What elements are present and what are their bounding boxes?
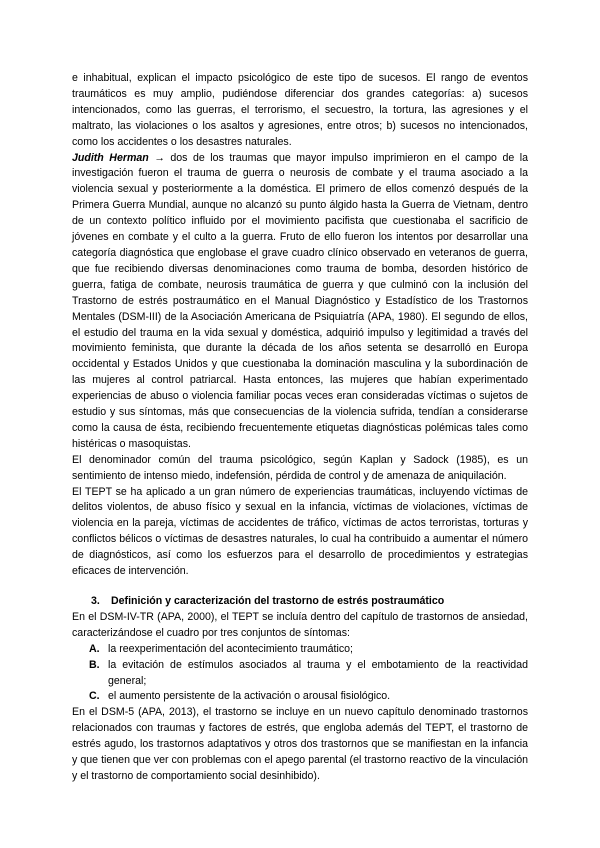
list-item-text: el aumento persistente de la activación o arousal fisiológico. (108, 690, 391, 703)
list-marker: C. (89, 690, 100, 703)
paragraph-tept-application: El TEPT se ha aplicado a un gran número de experiencias traumáticas, incluyendo víctimas de delitos violentos, de abuso físico y sexual en la infancia, víctimas de violaciones, víctimas de violencia en la pareja, víctimas de accidentes de tráfico, víctimas de actos terroristas, torturas y conflictos bélicos o víctimas de desastres naturales, lo cual ha contribuido a aumentar el número de diagnósticos, así como los esfuerzos para el desarrollo de procedimientos y estrategias eficaces de intervención. (72, 485, 528, 578)
list-item (72, 642, 528, 658)
list-item-text: la evitación de estímulos asociados al trauma y el embotamiento de la reactividad general; (108, 658, 528, 687)
list-marker: A. (89, 642, 100, 655)
symptom-list (72, 642, 528, 706)
document-page (72, 71, 528, 785)
paragraph-herman-text: → dos de los traumas que mayor impulso imprimieron en el campo de la investigación fueron el trauma de guerra o neurosis de combate y el trauma asociado a la violencia sexual y posteriormente a la doméstica. El primero de ellos comenzó después de la Primera Guerra Mundial, aunque no alcanzó su punto álgido hasta la Guerra de Vietnam, dentro de un contexto político influido por el movimiento pacifista que cuestionaba el sacrificio de jóvenes en combate y el culto a la guerra. Fruto de ello fueron los intentos por desarrollar una categoría diagnóstica que englobase el grave cuadro clínico observado en veteranos de guerra, que fue recibiendo diversas denominaciones como trauma de bomba, desorden histórico de guerra, fatiga de combate, neurosis traumática de guerra y que culminó con la inclusión del Trastorno de estrés postraumático en el Manual Diagnóstico y Estadístico de los Trastornos Mentales (DSM-III) de la Asociación Americana de Psiquiatría (APA, 1980). El segundo de ellos, el estudio del trauma en la vida sexual y doméstica, adquirió impulso y legitimidad a través del movimiento feminista, que durante la década de los años setenta se desarrolló en Europa occidental y Estados Unidos y que cuestionaba la dominación masculina y la subordinación de las mujeres al control patriarcal. Hasta entonces, las mujeres que habían experimentado experiencias de abuso o violencia familiar pocas veces eran consideradas víctimas o sujetos de estudio y sus síntomas, más que consecuencias de la violencia sufrida, tendían a considerarse como la causa de ésta, recibiendo frecuentemente etiquetas diagnósticas polémicas tales como histéricas o masoquistas. (72, 151, 528, 450)
author-name: Judith Herman (72, 151, 149, 164)
list-item (72, 689, 528, 705)
paragraph-common-denominator: El denominador común del trauma psicológico, según Kaplan y Sadock (1985), es un sentimiento de intenso miedo, indefensión, pérdida de control y de amenaza de aniquilación. (72, 453, 528, 482)
section-intro: En el DSM-IV-TR (APA, 2000), el TEPT se incluía dentro del capítulo de trastornos de ansiedad, caracterizándose el cuadro por tres conjuntos de síntomas: (72, 610, 528, 639)
list-item-text: la reexperimentación del acontecimiento traumático; (108, 642, 353, 655)
section-title: Definición y caracterización del trastorno de estrés postraumático (111, 595, 445, 607)
paragraph-judith-herman (72, 151, 528, 453)
list-item (72, 658, 528, 690)
paragraph-trauma-categories: e inhabitual, explican el impacto psicológico de este tipo de sucesos. El rango de eventos traumáticos es muy amplio, pudiéndose diferenciar dos grandes categorías: a) sucesos intencionados, como las guerras, el terrorismo, el secuestro, la tortura, las agresiones y el maltrato, las violaciones o los asaltos y agresiones, entre otros; b) sucesos no intencionados, como los accidentes o los desastres naturales. (72, 72, 528, 148)
list-marker: B. (89, 658, 100, 671)
section-number: 3. (91, 595, 100, 607)
section-heading (72, 594, 528, 610)
paragraph-dsm5: En el DSM-5 (APA, 2013), el trastorno se incluye en un nuevo capítulo denominado trastornos relacionados con traumas y factores de estrés, que engloba además del TEPT, el trastorno de estrés agudo, los trastornos adaptativos y otros dos trastornos que se manifiestan en la infancia y que tienen que ver con problemas con el apego parental (el trastorno reactivo de la vinculación y el trastorno de comportamiento social desinhibido). (72, 706, 528, 782)
